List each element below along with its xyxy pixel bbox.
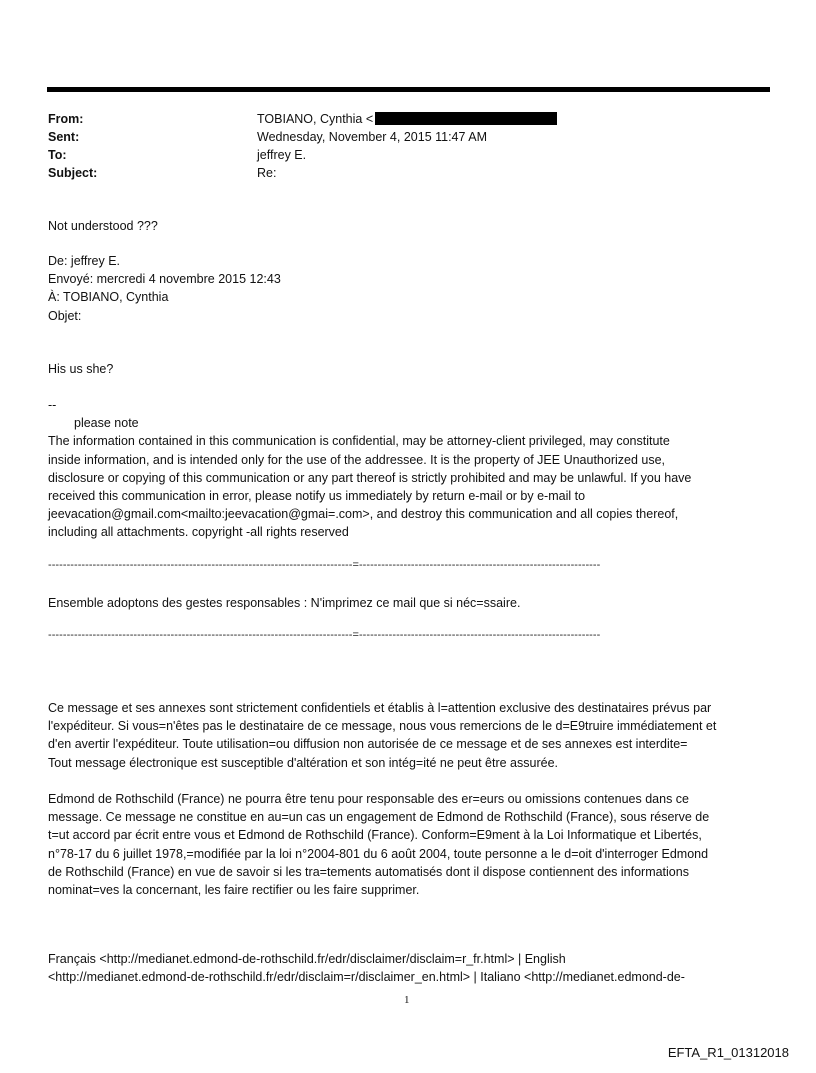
french-line: t=ut accord par écrit entre vous et Edmond de Rothschild (France). Conform=E9ment à la Loi Informatique et Libertés, — [48, 828, 702, 843]
quoted-from: De: jeffrey E. — [48, 254, 121, 268]
disclaimer-line: The information contained in this communication is confidential, may be attorney-client privileged, may constitute — [48, 434, 670, 449]
sent-value: Wednesday, November 4, 2015 11:47 AM — [257, 130, 487, 144]
french-line: Edmond de Rothschild (France) ne pourra être tenu pour responsable des er=eurs ou omissions contenues dans ce — [48, 792, 689, 806]
disclaimer-line: inside information, and is intended only for the use of the addressee. It is the property of JEE Unauthorized use, — [48, 452, 666, 467]
french-line: de Rothschild (France) en vue de savoir si les tra=tements automatisés dont il dispose contiennent des informations — [48, 864, 689, 879]
subject-value: Re: — [257, 166, 277, 180]
reply-text: Not understood ??? — [48, 219, 158, 233]
french-line: d'en avertir l'expéditeur. Toute utilisation=ou diffusion non autorisée de ce message et de ses annexes est interdite= — [48, 737, 688, 752]
redaction-bar — [375, 112, 557, 125]
header-rule — [47, 87, 770, 92]
quoted-header — [48, 252, 281, 325]
eco-note: Ensemble adoptons des gestes responsables : N'imprimez ce mail que si néc=ssaire. — [48, 596, 521, 610]
french-line: nominat=ves la concernant, les faire rectifier ou les faire supprimer. — [48, 883, 420, 898]
links-line: <http://medianet.edmond-de-rothschild.fr/edr/disclaim=r/disclaimer_en.html> | Italiano <http://medianet.edmond-de- — [48, 970, 685, 985]
french-line: n°78-17 du 6 juillet 1978,=modifiée par la loi n°2004-801 du 6 août 2004, toute personne a le d=oit d'interroger Edmond — [48, 846, 709, 861]
sent-label: Sent: — [48, 130, 80, 144]
quoted-to: À: TOBIANO, Cynthia — [48, 290, 169, 305]
language-links — [48, 950, 685, 986]
bates-number: EFTA_R1_01312018 — [667, 1045, 789, 1060]
french-line: message. Ce message ne constitue en au=un cas un engagement de Edmond de Rothschild (France), sous réserve de — [48, 810, 710, 825]
please-note: please note — [74, 416, 139, 431]
quoted-subject: Objet: — [48, 308, 82, 323]
from-label: From: — [48, 112, 84, 126]
disclaimer-line: received this communication in error, please notify us immediately by return e-mail or by e-mail to — [48, 489, 586, 504]
page-number: 1 — [404, 994, 410, 1006]
quoted-message: His us she? — [48, 362, 114, 376]
disclaimer-line: including all attachments. copyright -all rights reserved — [48, 525, 349, 540]
quoted-sent: Envoyé: mercredi 4 novembre 2015 12:43 — [48, 272, 281, 287]
disclaimer-line: jeevacation@gmail.com<mailto:jeevacation@gmai=.com>, and destroy this communication and all copies thereof, — [48, 507, 679, 522]
separator-bottom: ----------------------------------------------------------------------------------=----------------------------------------------------------------- — [48, 629, 601, 641]
french-line: l'expéditeur. Si vous=n'êtes pas le destinataire de ce message, nous vous remercions de le d=E9truire immédiatement et — [48, 719, 717, 734]
from-value — [257, 110, 557, 128]
separator-top: ----------------------------------------------------------------------------------=----------------------------------------------------------------- — [48, 559, 601, 571]
subject-label: Subject: — [48, 166, 98, 180]
disclaimer-line: disclosure or copying of this communication or any part thereof is strictly prohibited and may be unlawful. If you have — [48, 470, 692, 485]
french-disclaimer-2 — [48, 790, 709, 899]
signature-disclaimer — [48, 396, 691, 542]
links-line: Français <http://medianet.edmond-de-rothschild.fr/edr/disclaimer/disclaim=r_fr.html> | English — [48, 952, 566, 966]
to-label: To: — [48, 148, 67, 162]
french-line: Tout message électronique est susceptible d'altération et son intég=ité ne peut être assurée. — [48, 755, 558, 770]
from-name: TOBIANO, Cynthia < — [257, 112, 374, 126]
sig-dashes: -- — [48, 398, 57, 412]
french-line: Ce message et ses annexes sont strictement confidentiels et établis à l=attention exclusive des destinataires prévus par — [48, 701, 712, 715]
to-value: jeffrey E. — [257, 148, 307, 162]
french-disclaimer-1 — [48, 699, 716, 772]
